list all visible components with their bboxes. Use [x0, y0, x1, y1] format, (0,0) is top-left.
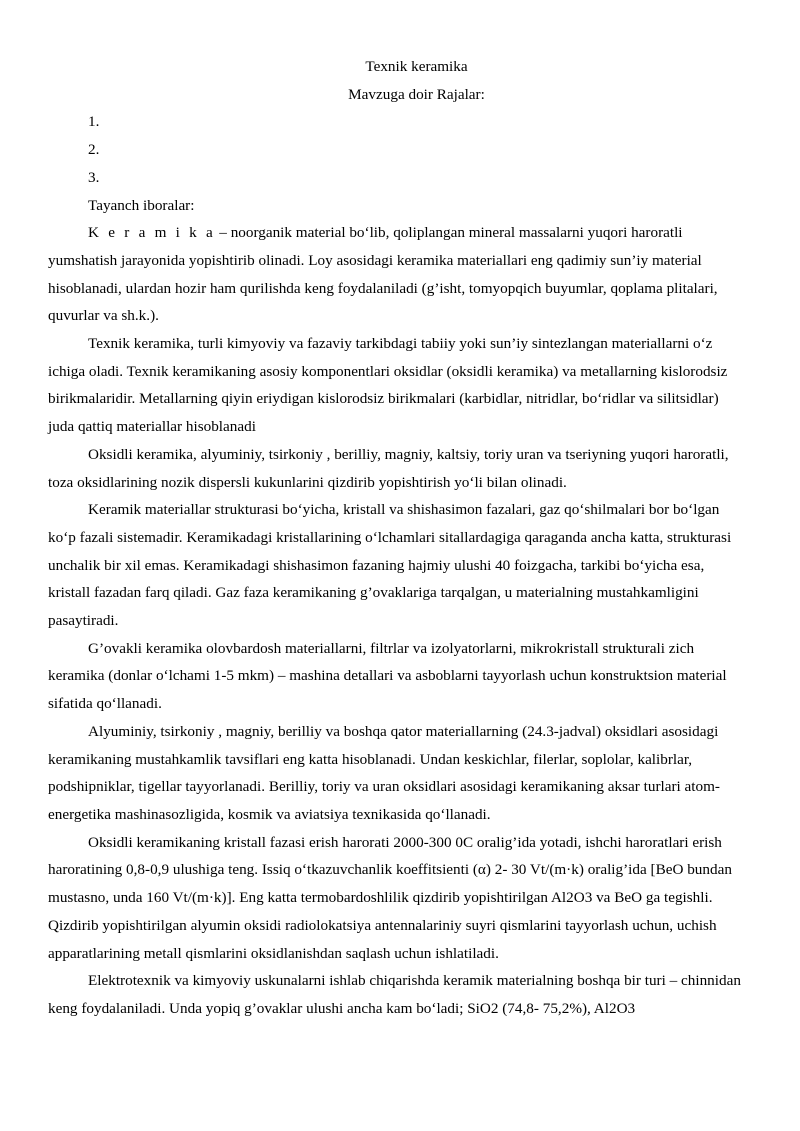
paragraph-keramika-definition: [48, 219, 745, 330]
document-page: [48, 53, 745, 1023]
document-subtitle: Mavzuga doir Rajalar:: [348, 85, 485, 103]
paragraph-keramika-definition-text: – noorganik material bo‘lib, qoliplangan mineral massalarni yuqori haroratli yumshatish jarayonida yopishtirib olinadi. Loy asosidagi keramika materiallari eng qadimiy sun’iy material hisoblanadi, ulardan hozir ham qurilishda keng foydalaniladi (g’isht, tomyopqich buyumlar, qoplama plitalari, quvurlar va sh.k.).: [48, 224, 718, 325]
paragraph-structure: Keramik materiallar strukturasi bo‘yicha, kristall va shishasimon fazalari, gaz qo‘shilmalari bor bo‘lgan ko‘p fazali sistemadir. Keramikadagi kristallarining o‘lchamlari sitallardagiga qaraganda ancha katta, strukturasi unchalik bir xil emas. Keramikadagi shishasimon fazaning hajmiy ulushi 40 foizgacha, tarkibi bo‘yicha esa, kristall fazadan farq qiladi. Gaz faza keramikaning g’ovaklariga tarqalgan, u materialning mustahkamligini pasaytiradi.: [48, 501, 732, 630]
list-item-1: 1.: [88, 113, 100, 131]
paragraph-oxide-ceramics: Oksidli keramika, alyuminiy, tsirkoniy , berilliy, magniy, kaltsiy, toriy uran va tseriyning yuqori haroratli, toza oksidlarining nozik dispersli kukunlarini qizdirib yopishtirish yo‘li bilan olinadi.: [48, 445, 729, 491]
list-item-2: 2.: [88, 141, 100, 159]
paragraph-crystal-phase: Oksidli keramikaning kristall fazasi erish harorati 2000-300 0C oralig’ida yotadi, ishchi haroratlari erish haroratining 0,8-0,9 ulushiga teng. Issiq o‘tkazuvchanlik koeffitsienti (α) 2- 30 Vt/(m·k) oralig’ida [BeO bundan mustasno, unda 160 Vt/(m·k)]. Eng katta termobardoshlilik qizdirib yopishtirilgan Al2O3 va BeO ga tegishli. Qizdirib yopishtirilgan alyumin oksidi radiolokatsiya antennalariniy suyri qismlarini tayyorlash uchun, uchish apparatlarining metall qismlarini oksidlanishdan saqlash uchun ishlatiladi.: [48, 833, 732, 962]
paragraph-technical-ceramics: Texnik keramika, turli kimyoviy va fazaviy tarkibdagi tabiiy yoki sun’iy sintezlangan materiallarni o‘z ichiga oladi. Texnik keramikaning asosiy komponentlari oksidlar (oksidli keramika) va metallarning kislorodsiz birikmalaridir. Metallarning qiyin eriydigan kislorodsiz birikmalari (karbidlar, nitridlar, bo‘ridlar va silitsidlar) juda qattiq materiallar hisoblanadi: [48, 335, 728, 436]
paragraph-porcelain: Elektrotexnik va kimyoviy uskunalarni ishlab chiqarishda keramik materialning boshqa bir turi – chinnidan keng foydalaniladi. Unda yopiq g’ovaklar ulushi ancha kam bo‘ladi; SiO2 (74,8- 75,2%), Al2O3: [48, 972, 741, 1017]
paragraph-strength: Alyuminiy, tsirkoniy , magniy, berilliy va boshqa qator materiallarning (24.3-jadval) oksidlari asosidagi keramikaning mustahkamlik tavsiflari eng katta hisoblanadi. Undan keskichlar, filerlar, soplolar, kalibrlar, podshipniklar, tigellar tayyorlanadi. Berilliy, toriy va uran oksidlari asosidagi keramikaning aksar turlari atom-energetika mashinasozligida, kosmik va aviatsiya texnikasida qo‘llanadi.: [48, 722, 720, 823]
document-title: Texnik keramika: [365, 58, 468, 75]
list-item-3: 3.: [88, 168, 100, 186]
keywords-label: Tayanch iboralar:: [88, 196, 195, 214]
term-keramika: K e r a m i k a: [88, 224, 216, 242]
paragraph-porous-ceramics: G’ovakli keramika olovbardosh materiallarni, filtrlar va izolyatorlarni, mikrokristall strukturali zich keramika (donlar o‘lchami 1-5 mkm) – mashina detallari va asboblarni tayyorlash uchun konstruktsion material sifatida qo‘llanadi.: [48, 639, 727, 713]
